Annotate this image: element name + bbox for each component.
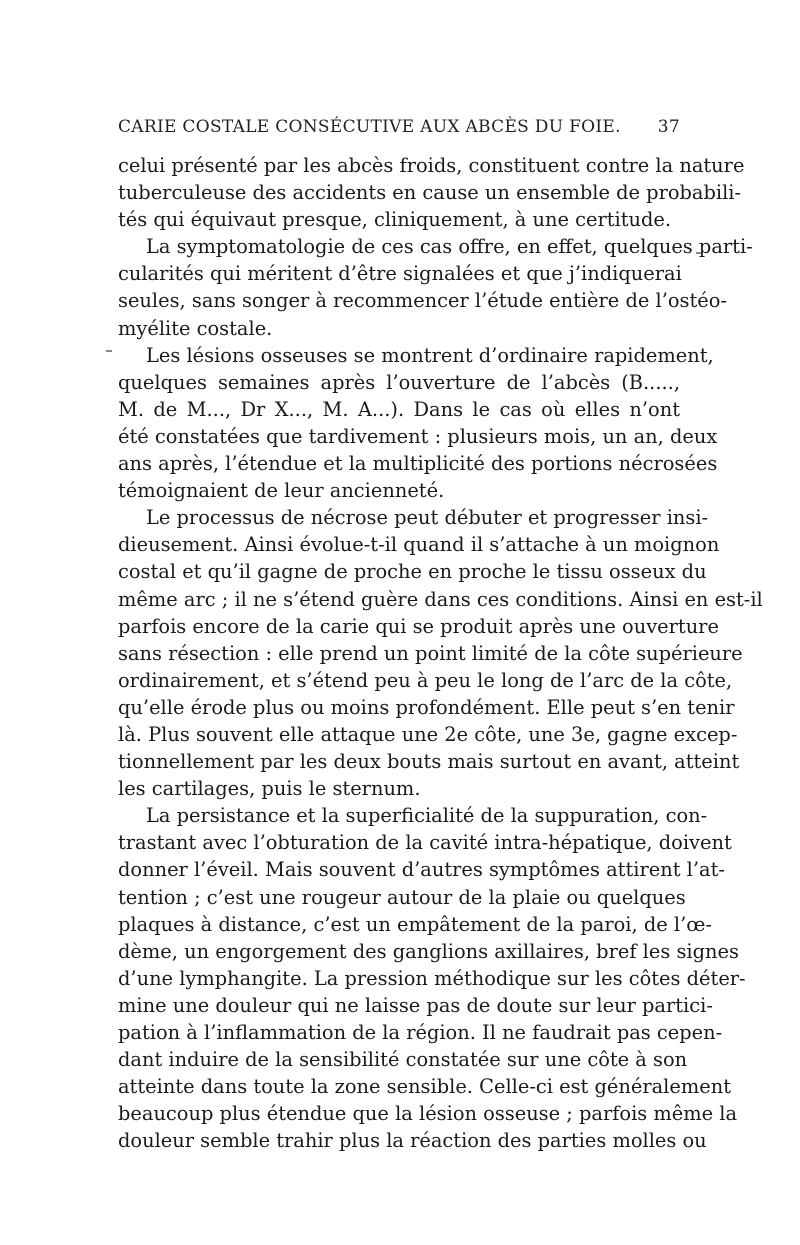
text-line: Les lésions osseuses se montrent d’ordinaire rapidement, xyxy=(146,343,714,367)
text-line: mine une douleur qui ne laisse pas de doute sur leur partici- xyxy=(118,993,713,1017)
text-line: parfois encore de la carie qui se produit après une ouverture xyxy=(118,614,719,638)
text-line: ordinairement, et s’étend peu à peu le long de l’arc de la côte, xyxy=(118,668,733,692)
text-line: tuberculeuse des accidents en cause un ensemble de probabili- xyxy=(118,181,742,205)
text-line: tés qui équivaut presque, cliniquement, à une certitude. xyxy=(118,208,672,232)
text-line: qu’elle érode plus ou moins profondément. Elle peut s’en tenir xyxy=(118,695,735,719)
text-line: même arc ; il ne s’étend guère dans ces conditions. Ainsi en est-il xyxy=(118,587,763,611)
margin-mark xyxy=(106,350,112,352)
text-line: La persistance et la superficialité de la suppuration, con- xyxy=(146,804,708,828)
text-line: dème, un engorgement des ganglions axillaires, bref les signes xyxy=(118,939,739,963)
text-line: costal et qu’il gagne de proche en proche le tissu osseux du xyxy=(118,560,707,584)
text-line: quelques semaines après l’ouverture de l’abcès (B....., xyxy=(118,370,680,394)
text-line: dant induire de la sensibilité constatée sur une côte à son xyxy=(118,1048,688,1072)
text-line: tionnellement par les deux bouts mais surtout en avant, atteint xyxy=(118,750,740,774)
text-line: plaques à distance, c’est un empâtement de la paroi, de l’œ- xyxy=(118,912,712,936)
text-line: là. Plus souvent elle attaque une 2e côte, une 3e, gagne excep- xyxy=(118,722,738,746)
text-line: beaucoup plus étendue que la lésion osseuse ; parfois même la xyxy=(118,1102,738,1126)
text-line: pation à l’inflammation de la région. Il ne faudrait pas cepen- xyxy=(118,1021,723,1044)
running-head xyxy=(118,117,680,137)
page-number: 37 xyxy=(657,117,680,137)
text-line: seules, sans songer à recommencer l’étude entière de l’ostéo- xyxy=(118,289,727,313)
text-line: myélite costale. xyxy=(118,316,273,340)
running-title: CARIE COSTALE CONSÉCUTIVE AUX ABCÈS DU FOIE. xyxy=(118,117,621,137)
text-line: trastant avec l’obturation de la cavité intra-hépatique, doivent xyxy=(118,831,732,855)
text-line: cularités qui méritent d’être signalées et que j’indiquerai xyxy=(118,262,682,286)
text-line: dieusement. Ainsi évolue-t-il quand il s’attache à un moignon xyxy=(118,533,720,557)
text-line: ans après, l’étendue et la multiplicité des portions nécrosées xyxy=(118,452,718,476)
body-text xyxy=(118,152,763,1154)
text-line: celui présenté par les abcès froids, constituent contre la nature xyxy=(118,154,745,177)
text-line: témoignaient de leur ancienneté. xyxy=(118,479,445,503)
text-line: atteinte dans toute la zone sensible. Celle-ci est généralement xyxy=(118,1075,731,1099)
text-line: douleur semble trahir plus la réaction des parties molles ou xyxy=(118,1129,707,1153)
text-line: M. de M..., Dr X..., M. A...). Dans le cas où elles n’ont xyxy=(118,397,680,421)
text-line: les cartilages, puis le sternum. xyxy=(118,777,421,801)
text-line: tention ; c’est une rougeur autour de la plaie ou quelques xyxy=(118,885,686,909)
text-line: donner l’éveil. Mais souvent d’autres symptômes attirent l’at- xyxy=(118,858,725,882)
text-line: Le processus de nécrose peut débuter et progresser insi- xyxy=(146,506,709,530)
text-line: été constatées que tardivement : plusieurs mois, un an, deux xyxy=(118,424,718,448)
text-line: sans résection : elle prend un point limité de la côte supérieure xyxy=(118,641,743,665)
text-line: La symptomatologie de ces cas offre, en effet, quelques parti- xyxy=(146,235,753,259)
text-line: d’une lymphangite. La pression méthodique sur les côtes déter- xyxy=(118,966,746,990)
